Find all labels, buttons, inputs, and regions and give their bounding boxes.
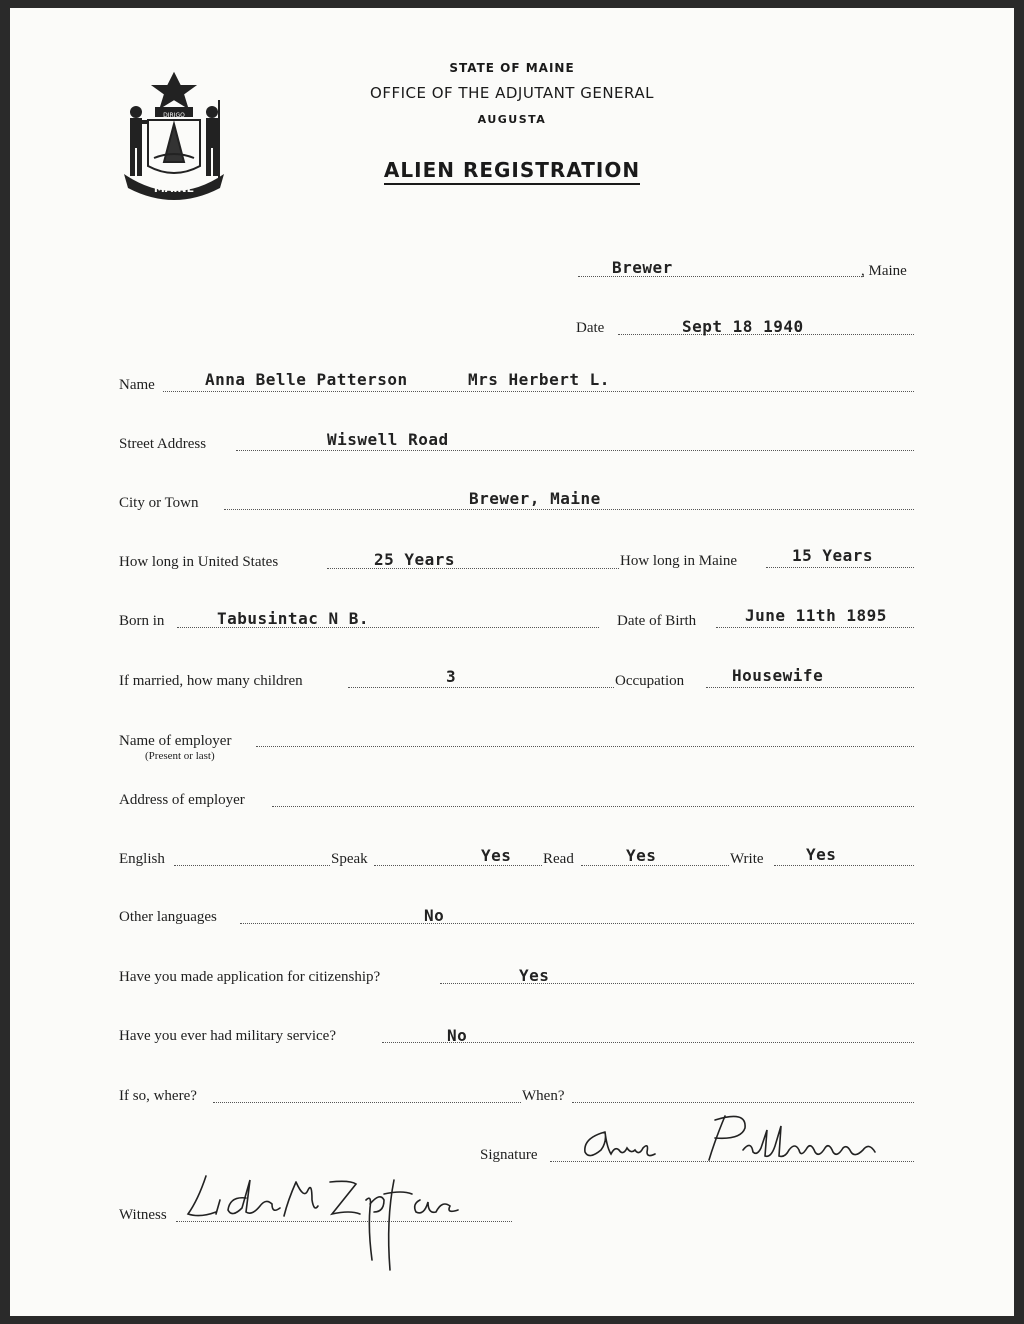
name-line xyxy=(163,391,914,392)
seal-motto: DIRIGO xyxy=(163,112,185,119)
city-label: City or Town xyxy=(119,495,199,511)
write-value[interactable]: Yes xyxy=(806,845,837,864)
us-line xyxy=(327,568,619,569)
employer-note: (Present or last) xyxy=(145,750,215,762)
street-line xyxy=(236,450,914,451)
when-label: When? xyxy=(522,1088,565,1104)
other-lang-line xyxy=(240,923,914,924)
children-value[interactable]: 3 xyxy=(446,667,457,686)
maine-value[interactable]: 15 Years xyxy=(792,546,874,565)
write-label: Write xyxy=(730,851,764,867)
employer-addr-label: Address of employer xyxy=(119,792,245,808)
occupation-value[interactable]: Housewife xyxy=(732,666,824,685)
read-line xyxy=(581,865,729,866)
us-label: How long in United States xyxy=(119,554,279,570)
city-value[interactable]: Brewer, Maine xyxy=(469,489,601,508)
employer-addr-line xyxy=(272,806,914,807)
write-line xyxy=(774,865,914,866)
form-title xyxy=(0,158,1024,182)
occupation-label: Occupation xyxy=(615,673,685,689)
read-label: Read xyxy=(543,851,574,867)
witness-label: Witness xyxy=(119,1207,167,1223)
when-line xyxy=(572,1102,914,1103)
born-value[interactable]: Tabusintac N B. xyxy=(217,609,369,628)
where-label: If so, where? xyxy=(119,1088,197,1104)
us-value[interactable]: 25 Years xyxy=(374,550,456,569)
header-office: OFFICE OF THE ADJUTANT GENERAL xyxy=(370,84,654,102)
where-line xyxy=(213,1102,521,1103)
city-line xyxy=(224,509,914,510)
military-value[interactable]: No xyxy=(447,1026,468,1045)
name-value-2[interactable]: Mrs Herbert L. xyxy=(468,370,610,389)
place-value[interactable]: Brewer xyxy=(612,258,673,277)
other-lang-label: Other languages xyxy=(119,909,217,925)
street-value[interactable]: Wiswell Road xyxy=(327,430,449,449)
header-city: AUGUSTA xyxy=(477,113,547,126)
speak-line xyxy=(374,865,542,866)
employer-line xyxy=(256,746,914,747)
witness-handwriting xyxy=(180,1160,500,1280)
header-state: STATE OF MAINE xyxy=(449,61,575,75)
dob-value[interactable]: June 11th 1895 xyxy=(745,606,887,625)
english-label: English xyxy=(119,851,165,867)
born-label: Born in xyxy=(119,613,165,629)
other-lang-value[interactable]: No xyxy=(424,906,445,925)
dob-line xyxy=(716,627,914,628)
seal-banner: MAINE xyxy=(153,182,195,195)
date-label: Date xyxy=(576,320,605,336)
street-label: Street Address xyxy=(119,436,207,452)
place-suffix: , Maine xyxy=(861,263,907,279)
citizenship-value[interactable]: Yes xyxy=(519,966,550,985)
form-title-text: ALIEN REGISTRATION xyxy=(384,158,640,185)
speak-label: Speak xyxy=(331,851,368,867)
date-value[interactable]: Sept 18 1940 xyxy=(682,317,804,336)
maine-label: How long in Maine xyxy=(620,553,738,569)
maine-line xyxy=(766,567,914,568)
signature-handwriting xyxy=(575,1110,885,1170)
signature-label: Signature xyxy=(480,1147,538,1163)
occupation-line xyxy=(706,687,914,688)
children-label: If married, how many children xyxy=(119,673,303,689)
employer-label: Name of employer xyxy=(119,733,232,749)
english-line xyxy=(174,865,330,866)
citizenship-line xyxy=(440,983,914,984)
read-value[interactable]: Yes xyxy=(626,846,657,865)
name-label: Name xyxy=(119,377,155,393)
speak-value[interactable]: Yes xyxy=(481,846,512,865)
name-value[interactable]: Anna Belle Patterson xyxy=(205,370,408,389)
citizenship-label: Have you made application for citizenship? xyxy=(119,969,381,985)
children-line xyxy=(348,687,614,688)
military-label: Have you ever had military service? xyxy=(119,1028,336,1044)
dob-label: Date of Birth xyxy=(617,613,697,629)
